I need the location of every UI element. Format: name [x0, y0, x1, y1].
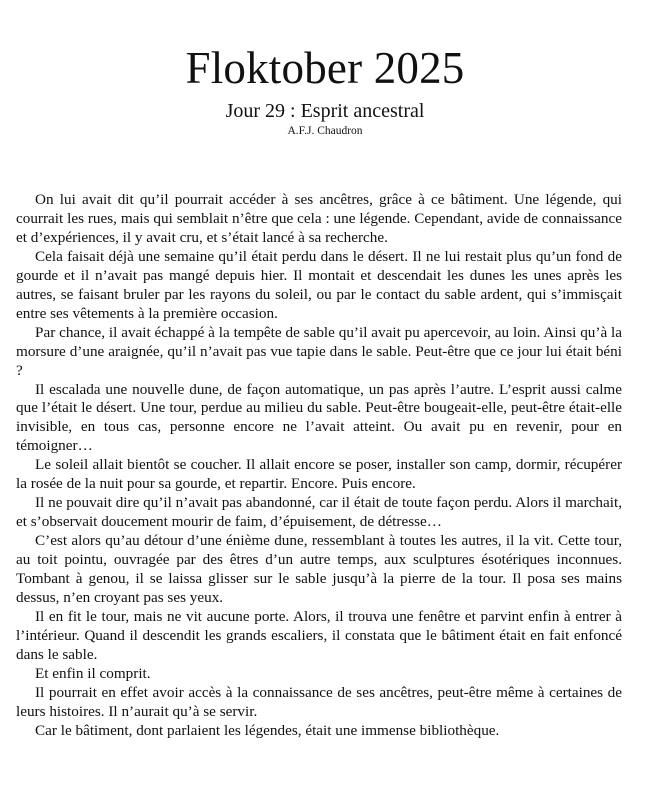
paragraph: On lui avait dit qu’il pourrait accéder à ses ancêtres, grâce à ce bâtiment. Une légende, qui courrait les rues, mais qui semblait n’être que cela : une légende. Cependant, avide de connaissance et d’expériences, il y avait cru, et s’était lancé à sa recherche. [16, 191, 622, 246]
paragraph: Il en fit le tour, mais ne vit aucune porte. Alors, il trouva une fenêtre et parvint enfin à entrer à l’intérieur. Quand il descendit les grands escaliers, il constata que le bâtiment était en fait enfoncé dans le sable. [16, 607, 622, 663]
paragraph: Et enfin il comprit. [35, 664, 151, 682]
paragraph: Car le bâtiment, dont parlaient les légendes, était une immense bibliothèque. [35, 721, 500, 739]
document-title: Floktober 2025 [185, 43, 465, 93]
story-body [16, 191, 622, 741]
document-author: A.F.J. Chaudron [287, 125, 363, 137]
document-subtitle: Jour 29 : Esprit ancestral [225, 100, 425, 122]
paragraph: Par chance, il avait échappé à la tempête de sable qu’il avait pu apercevoir, au loin. Ainsi qu’à la morsure d’une araignée, qu’il n’avait pas vue tapie dans le sable. Peut-être que ce jour lui était béni ? [16, 323, 622, 379]
paragraph: Il pourrait en effet avoir accès à la connaissance de ses ancêtres, peut-être même à certaines de leurs histoires. Il n’aurait qu’à se servir. [16, 683, 622, 720]
paragraph: Cela faisait déjà une semaine qu’il était perdu dans le désert. Il ne lui restait plus qu’un fond de gourde et il n’avait pas mangé depuis hier. Il montait et descendait les dunes les unes après les autres, se faisant bruler par les rayons du soleil, ou par le contact du sable ardent, qui s’immisçait entre ses vêtements à la première occasion. [16, 247, 622, 322]
paragraph: Il ne pouvait dire qu’il n’avait pas abandonné, car il était de toute façon perdu. Alors il marchait, et s’observait doucement mourir de faim, d’épuisement, de détresse… [16, 494, 622, 531]
paragraph: Le soleil allait bientôt se coucher. Il allait encore se poser, installer son camp, dormir, récupérer la rosée de la nuit pour sa gourde, et repartir. Encore. Puis encore. [16, 456, 622, 493]
paragraph: C’est alors qu’au détour d’une énième dune, ressemblant à toutes les autres, il la vit. Cette tour, au toit pointu, ouvragée par des êtres d’un autre temps, aux sculptures ésotériques inconnues. Tombant à genou, il se laissa glisser sur le sable jusqu’à la pierre de la tour. Il posa ses mains dessus, n’en croyant pas ses yeux. [16, 532, 622, 607]
paragraph: Il escalada une nouvelle dune, de façon automatique, un pas après l’autre. L’esprit aussi calme que l’était le désert. Une tour, perdue au milieu du sable. Peut-être bougeait-elle, peut-être était-elle invisible, en tous cas, personne encore ne l’avait atteint. Ou avait pu en revenir, pour en témoigner… [16, 380, 622, 455]
